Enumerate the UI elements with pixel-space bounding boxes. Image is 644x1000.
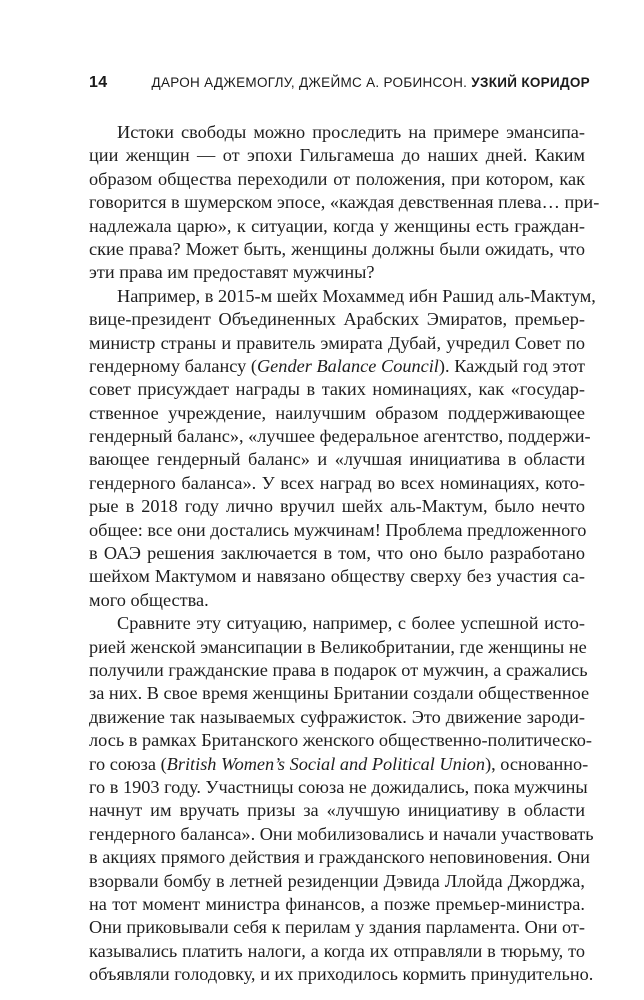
text-line: начнут им вручать призы за «лучшую инициативу в области: [89, 800, 585, 821]
text-line: казывались платить налоги, а когда их отправляли в тюрьму, то: [89, 940, 585, 961]
text-line: движение так называемых суфражисток. Это движение зароди-: [89, 706, 585, 727]
text-line: [89, 753, 589, 776]
italic-title: British Women’s Social and Political Union: [166, 753, 486, 774]
book-title: УЗКИЙ КОРИДОР: [471, 75, 590, 90]
text-line: объявляли голодовку, и их приходилось кормить принудительно.: [89, 964, 594, 985]
text-line: Сравните эту ситуацию, например, с более успешной исто-: [117, 613, 585, 634]
text-line: взорвали бомбу в летней резиденции Дэвида Ллойда Джорджа,: [89, 870, 585, 891]
text-line: министр страны и правитель эмирата Дубай, учредил Совет по: [89, 332, 585, 353]
text-line: гендерный баланс», «лучшее федеральное агентство, поддержи-: [89, 426, 591, 447]
text-line: общее: все они достались мужчинам! Проблема предложенного: [89, 519, 587, 540]
text-line: в акциях прямого действия и гражданского неповиновения. Они: [89, 847, 590, 868]
text-line: гендерного баланса». У всех наград во всех номинациях, кото-: [89, 472, 585, 493]
text-line: мого общества.: [89, 589, 209, 610]
text-line-part: го союза (: [89, 753, 167, 774]
text-line-part: ), основанно-: [485, 753, 589, 774]
text-line: ции женщин — от эпохи Гильгамеша до наших дней. Каким: [89, 145, 585, 166]
text-line: лось в рамках Британского женского общественно-политическо-: [89, 730, 592, 751]
running-header: [89, 74, 590, 96]
body-text: [89, 121, 600, 986]
text-line: ственное учреждение, наилучшим образом поддерживающее: [89, 402, 585, 423]
text-line: образом общества переходили от положения, при котором, как: [89, 168, 585, 189]
text-line: ские права? Может быть, женщины должны были ожидать, что: [89, 238, 585, 259]
running-head: [152, 75, 591, 90]
text-line: в ОАЭ решения заключается в том, что оно было разработано: [89, 543, 585, 564]
text-line: совет присуждает награды в таких номинациях, как «государ-: [89, 379, 585, 400]
text-line: го в 1903 году. Участницы союза не дожидались, пока мужчины: [89, 776, 588, 797]
text-line: рые в 2018 году лично вручил шейх аль-Мактум, было нечто: [89, 496, 585, 517]
text-line: эти права им предоставят мужчины?: [89, 262, 375, 283]
text-line: вице-президент Объединенных Арабских Эмиратов, премьер-: [89, 309, 585, 330]
text-line: говорится в шумерском эпосе, «каждая девственная плева… при-: [89, 192, 600, 213]
text-line: вающее гендерный баланс» и «лучшая инициатива в области: [89, 449, 585, 470]
text-line: получили гражданские права в подарок от мужчин, а сражались: [89, 659, 588, 680]
authors: ДАРОН АДЖЕМОГЛУ, ДЖЕЙМС А. РОБИНСОН.: [151, 75, 468, 90]
text-line: на тот момент министра финансов, а позже премьер-министра.: [89, 893, 585, 914]
italic-title: Gender Balance Council: [256, 355, 439, 376]
text-line-part: гендерному балансу (: [89, 355, 257, 376]
text-line: Истоки свободы можно проследить на примере эмансипа-: [117, 122, 585, 142]
text-line: Они приковывали себя к перилам у здания парламента. Они от-: [89, 917, 585, 938]
text-line: шейхом Мактумом и навязано обществу сверху без участия са-: [89, 566, 585, 587]
text-line: за них. В свое время женщины Британии создали общественное: [89, 683, 590, 704]
text-line: [89, 355, 585, 378]
text-line: гендерного баланса». Они мобилизовались и начали участвовать: [89, 823, 594, 844]
text-line: Например, в 2015-м шейх Мохаммед ибн Рашид аль-Мактум,: [117, 285, 596, 306]
text-line-part: ). Каждый год этот: [438, 355, 585, 376]
page-number: 14: [89, 74, 108, 91]
text-line: надлежала царю», к ситуации, когда у женщины есть граждан-: [89, 215, 585, 236]
text-line: рией женской эмансипации в Великобритании, где женщины не: [89, 636, 587, 657]
